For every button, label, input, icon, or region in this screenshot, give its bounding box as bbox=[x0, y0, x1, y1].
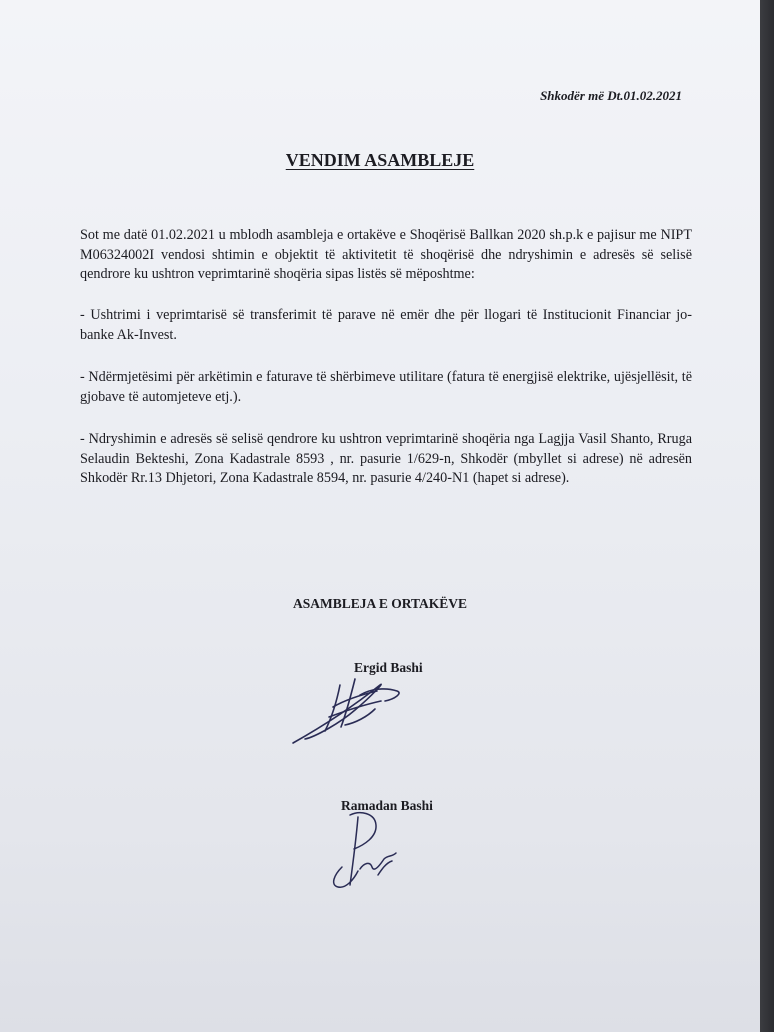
document-title bbox=[0, 150, 760, 171]
signer-name: Ergid Bashi bbox=[354, 660, 423, 675]
document-title-text: VENDIM ASAMBLEJE bbox=[285, 150, 475, 170]
signature-mark bbox=[285, 665, 415, 750]
date-line: Shkodër më Dt.01.02.2021 bbox=[540, 88, 682, 103]
signature-heading: ASAMBLEJA E ORTAKËVE bbox=[292, 596, 468, 611]
paragraph-item-address-change: - Ndryshimin e adresës së selisë qendrore ku ushtron veprimtarinë shoqëria nga Lagjja Vasil Shanto, Rruga Selaudin Bekteshi, Zona Kadastrale 8593 , nr. pasurie 1/629-n, Shkodër (mbyllet si adrese) në adresën Shkodër Rr.13 Dhjetori, Zona Kadastrale 8594, nr. pasurie 4/240-N1 (hapet si adrese). bbox=[80, 431, 692, 486]
paragraph-intro: Sot me datë 01.02.2021 u mblodh asambleja e ortakëve e Shoqërisë Ballkan 2020 sh.p.k e pajisur me NIPT M06324002I vendosi shtimin e objektit të aktivitetit të shoqërisë dhe ndryshimin e adresës së selisë qendrore ku ushtron veprimtarinë shoqëria sipas listës së mëposhtme: bbox=[80, 227, 692, 282]
signature-mark bbox=[320, 805, 410, 895]
paragraph-item-intermediation: - Ndërmjetësimi për arkëtimin e faturave të shërbimeve utilitare (fatura të energjisë elektrike, ujësjellësit, të gjobave të automjeteve etj.). bbox=[80, 369, 692, 405]
signer-name: Ramadan Bashi bbox=[341, 798, 433, 813]
paragraph-item-transfer: - Ushtrimi i veprimtarisë së transferimit të parave në emër dhe për llogari të Institucionit Financiar jo-banke Ak-Invest. bbox=[80, 307, 692, 343]
